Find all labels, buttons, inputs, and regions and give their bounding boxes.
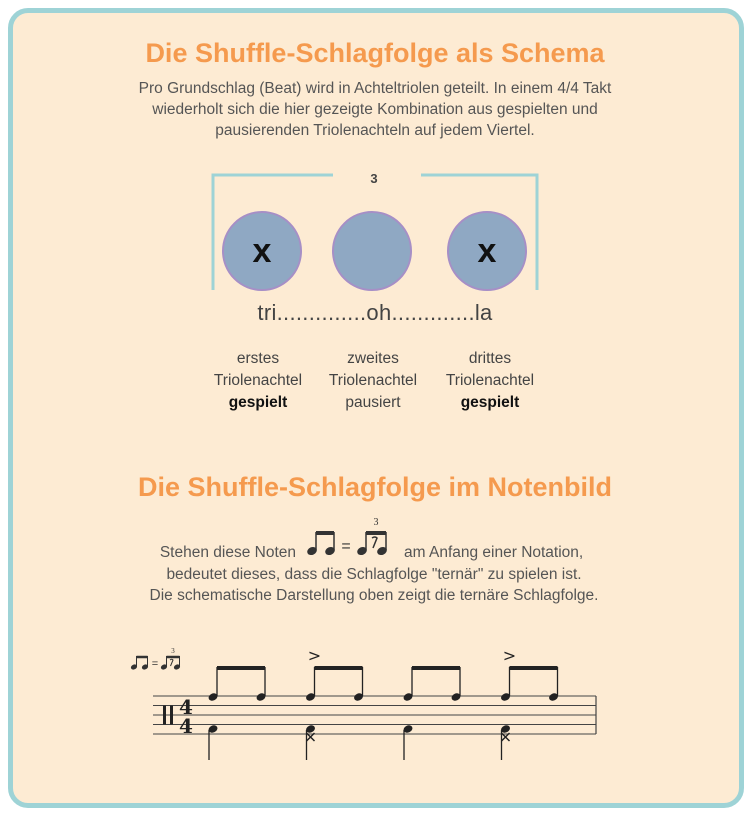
column-third-line2: Triolenachtel (445, 372, 535, 389)
circle-mark-1: x (252, 232, 272, 270)
shuffle-tuplet-number: 3 (373, 517, 379, 528)
column-second-line1: zweites (347, 350, 399, 367)
schema-intro-line1: Pro Grundschlag (Beat) wird in Achteltriolen geteilt. In einem 4/4 Takt (138, 80, 612, 97)
shuffle-small-equals: = (151, 658, 159, 670)
notation-text-after: am Anfang einer Notation, (404, 544, 584, 561)
column-first-line2: Triolenachtel (213, 372, 303, 389)
column-first-line1: erstes (236, 350, 280, 367)
staff (153, 696, 596, 734)
shuffle-symbol-large (306, 517, 388, 557)
shuffle-small-tuplet: 3 (171, 647, 175, 655)
column-second-state: pausiert (345, 394, 401, 411)
column-first-state: gespielt (228, 394, 288, 411)
tuplet-number: 3 (370, 171, 378, 186)
schema-title: Die Shuffle-Schlagfolge als Schema (145, 38, 605, 68)
time-signature-top: 4 (179, 695, 193, 719)
drum-beats (207, 646, 559, 760)
schema-intro-line2: wiederholt sich die hier gezeigte Kombination aus gespielten und (152, 101, 598, 118)
notation-line2: bedeutet dieses, dass die Schlagfolge "ternär" zu spielen ist. (166, 566, 582, 583)
shuffle-symbol-small (130, 647, 181, 671)
schema-intro-line3: pausierenden Triolenachteln auf jedem Viertel. (215, 122, 535, 139)
accent-4: > (502, 646, 517, 665)
accent-2: > (307, 646, 322, 665)
notation-title: Die Shuffle-Schlagfolge im Notenbild (137, 472, 613, 502)
circle-mark-3: x (477, 232, 497, 270)
syllables: tri..............oh.............la (257, 300, 493, 325)
shuffle-equals: = (341, 538, 351, 555)
time-signature-bottom: 4 (179, 714, 193, 738)
column-third-state: gespielt (460, 394, 520, 411)
notation-line3: Die schematische Darstellung oben zeigt die ternäre Schlagfolge. (149, 587, 599, 604)
column-second-line2: Triolenachtel (328, 372, 418, 389)
notation-text-before: Stehen diese Noten (159, 544, 296, 561)
column-third-line1: drittes (468, 350, 512, 367)
